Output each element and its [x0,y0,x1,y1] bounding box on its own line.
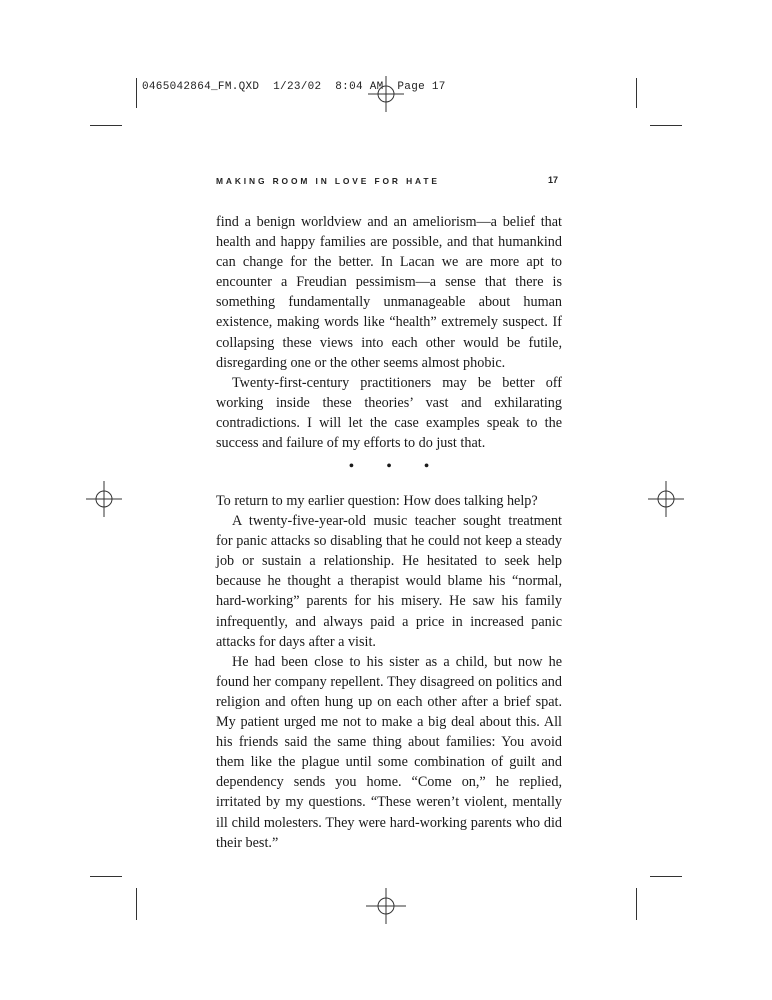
paragraph: To return to my earlier question: How does talking help? [216,493,538,509]
slug-time: 8:04 AM [335,81,384,93]
crop-mark-top-right [650,125,682,126]
section-break: • • • [348,458,444,475]
slug-page: Page 17 [397,81,446,93]
text-block-before-break [216,212,562,453]
crop-mark-top-left [90,125,122,126]
slug-file: 0465042864_FM.QXD [142,81,260,93]
slug-tick-left [136,78,137,108]
crop-mark-bottom-left [90,876,122,877]
registration-mark-top-icon [366,74,406,114]
paragraph: Twenty-first-century practitioners may be better off working inside these theories’ vast and exhilarating contradictions. I will let the case examples speak to the success and failure of my efforts to do just that. [216,374,562,452]
paragraph: find a benign worldview and an ameliorism—a belief that health and happy families are possible, and that humankind can change for the better. In Lacan we are more apt to encounter a Freudian pessimism—a sense that there is something fundamentally unmanageable about human existence, making words like “health” extremely suspect. If collapsing these views into each other would be futile, disregarding one or the other seems almost phobic. [216,214,562,371]
registration-mark-right-icon [646,479,686,519]
crop-mark-bottom-right [650,876,682,877]
paragraph: A twenty-five-year-old music teacher sought treatment for panic attacks so disabling that he could not keep a steady job or sustain a relationship. He hesitated to seek help because he thought a therapist would blame his “normal, hard-working” parents for his misery. He saw his family infrequently, and always paid a price in increased panic attacks for days after a visit. [216,513,562,650]
paragraph: He had been close to his sister as a child, but now he found her company repellent. They disagreed on politics and religion and often hung up on each other after a brief spat. My patient urged me not to make a big deal about this. All his friends said the same thing about families: You avoid them like the plague until some combination of guilt and dependency sends you home. “Come on,” he replied, irritated by my questions. “These weren’t violent, mentally ill child molesters. They were hard-working parents who did their best.” [216,653,562,851]
page-number: 17 [548,175,559,185]
text-block-after-break [216,491,562,853]
running-head: MAKING ROOM IN LOVE FOR HATE [216,176,440,186]
registration-mark-left-icon [84,479,124,519]
crop-mark-bottom-left-vertical [136,888,137,920]
registration-mark-bottom-icon [366,886,406,926]
slug-tick-right [636,78,637,108]
crop-mark-bottom-right-vertical [636,888,637,920]
slug-date: 1/23/02 [273,81,322,93]
